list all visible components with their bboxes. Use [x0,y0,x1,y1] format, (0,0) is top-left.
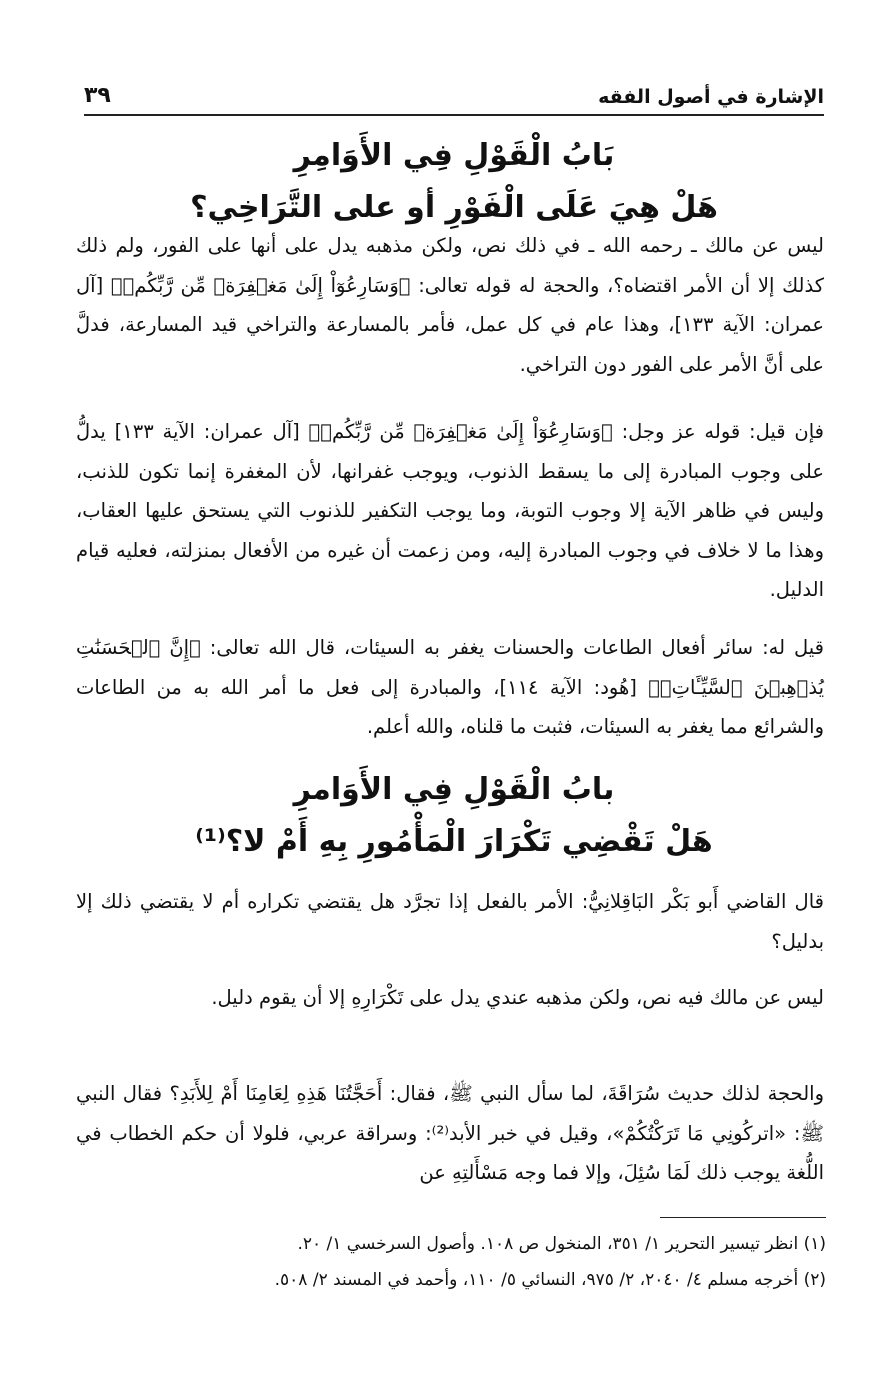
footnotes [120,1226,826,1298]
paragraph: والحجة لذلك حديث سُرَاقَةَ، لما سأل النبي ﷺ، فقال: أَحَجَّتُنَا هَذِهِ لِعَامِنَا أَمْ لِلأَبَدِ؟ فقال النبي ﷺ: «اتركُونِي مَا تَرَكْتُكُمْ»، وقيل في خبر الأبد⁽²⁾: وسراقة عربي، فلولا أن حكم الخطاب في اللُّغة يوجب ذلك لَمَا سُئِلَ، وإلا فما وجه مَسْأَلتِهِ عن [76,1082,824,1184]
paragraph: ليس عن مالك فيه نص، ولكن مذهبه عندي يدل على تَكْرَارِهِ إلا أن يقوم دليل. [211,986,824,1009]
paragraph: قال القاضي أَبو بَكْر البَاقِلانِيُّ: الأمر بالفعل إذا تجرَّد هل يقتضي تكراره أم لا يقتضي ذلك إلا بدليل؟ [76,890,824,953]
paragraph: قيل له: سائر أفعال الطاعات والحسنات يغفر به السيئات، قال الله تعالى: ﴿إِنَّ ٱلۡحَسَنَٰتِ يُذۡهِبۡنَ ٱلسَّيِّـَٔاتِۚ﴾ [هُود: الآية ١١٤]، والمبادرة إلى فعل ما أمر الله به من الطاعات والشرائع مما يغفر به السيئات، فثبت ما قلناه، والله أعلم. [76,636,824,738]
chapter-heading-1 [84,130,824,234]
paragraph: ليس عن مالك ـ رحمه الله ـ في ذلك نص، ولكن مذهبه يدل على أنها على الفور، ولم ذلك كذلك إلا أن الأمر اقتضاه؟، والحجة له قوله تعالى: ﴿وَسَارِعُوٓاْ إِلَىٰ مَغۡفِرَةٖ مِّن رَّبِّكُمۡ﴾ [آل عمران: الآية ١٣٣]، وهذا عام في كل عمل، فأمر بالمسارعة والتراخي قيد المسارعة، فدلَّ على أنَّ الأمر على الفور دون التراخي. [76,234,824,376]
chapter-heading-title: بَابُ الْقَوْلِ فِي الأَوَامِرِ [293,138,615,173]
paragraph: فإن قيل: قوله عز وجل: ﴿وَسَارِعُوٓاْ إِلَىٰ مَغۡفِرَةٖ مِّن رَّبِّكُمۡ﴾ [آل عمران: الآية ١٣٣] يدلُّ على وجوب المبادرة إلى ما يسقط الذنوب، ويوجب غفرانها، لأن المغفرة إنما تكون للذنب، وليس في ظاهر الآية إلا وجوب التوبة، وما يوجب التكفير للذنوب التي يستحق عليها العقاب، وهذا ما لا خلاف في وجوب المبادرة إليه، ومن زعمت أن غيره من الأفعال بمنزلته، فعليه قيام الدليل. [76,420,824,601]
chapter-heading-2 [84,764,824,868]
footnote-divider [660,1217,826,1218]
book-title: الإشارة في أصول الفقه [598,86,824,108]
chapter-heading-subtitle: هَلْ هِيَ عَلَى الْفَوْرِ أو على التَّرَاخِي؟ [190,190,718,225]
page-number: ٣٩ [84,83,111,108]
footnote-item: (٢) أخرجه مسلم ٤/ ٢٠٤٠، ٢/ ٩٧٥، النسائي ٥/ ١١٠، وأحمد في المسند ٢/ ٥٠٨. [274,1270,826,1290]
chapter-heading-subtitle: هَلْ تَقْضِي تَكْرَارَ الْمَأْمُورِ بِهِ أَمْ لا؟⁽¹⁾ [195,824,713,859]
running-header [84,72,824,116]
footnote-item: (١) انظر تيسير التحرير ١/ ٣٥١، المنخول ص ١٠٨. وأصول السرخسي ١/ ٢٠. [297,1234,826,1254]
chapter-heading-title: بابُ الْقَوْلِ فِي الأَوَامرِ [293,772,615,807]
